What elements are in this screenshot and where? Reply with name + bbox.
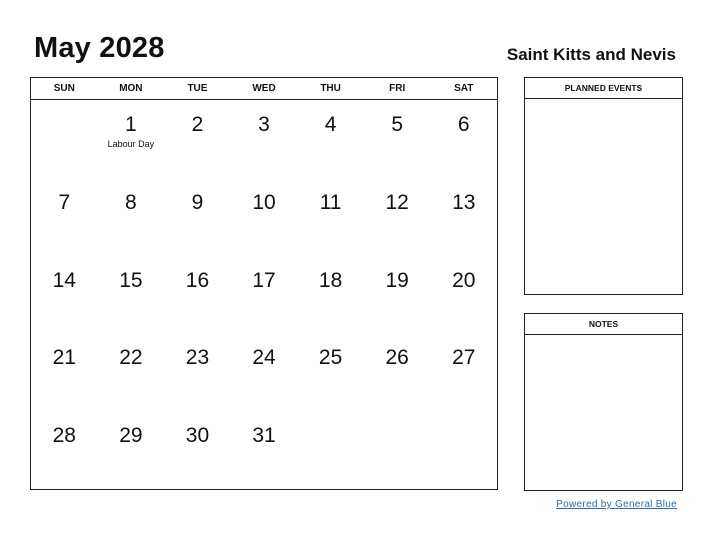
calendar-week-row [31,256,497,334]
day-number: 10 [252,190,276,214]
powered-by-link[interactable]: Powered by General Blue [556,499,677,510]
day-number: 6 [457,113,470,136]
day-cell [31,333,98,411]
day-cell [231,411,298,489]
day-number: 26 [385,346,409,370]
weekday-label: SAT [454,83,474,94]
day-number: 24 [252,346,276,370]
day-number: 12 [385,190,409,214]
weekday-label: FRI [389,83,406,94]
day-cell [164,411,231,489]
day-number: 16 [185,268,210,292]
day-cell [430,256,497,334]
day-cell [164,178,231,256]
day-number: 9 [191,190,204,214]
notes-panel [524,313,683,491]
day-number: 11 [319,190,342,214]
calendar-week-row [31,333,497,411]
day-cell [231,178,298,256]
day-cell [31,411,98,489]
planned-events-panel [524,77,683,295]
day-number: 3 [258,113,270,136]
day-number: 13 [452,190,476,214]
day-number: 29 [119,424,143,448]
day-number: 2 [191,113,204,136]
day-cell [98,256,165,334]
day-number: 30 [185,424,210,448]
day-number: 31 [252,424,276,448]
day-cell [231,333,298,411]
day-cell [364,411,431,489]
day-cell [231,256,298,334]
day-number: 25 [318,346,343,370]
day-cell [364,256,431,334]
weekday-label: MON [119,83,143,94]
day-cell [430,100,497,178]
notes-heading: NOTES [525,314,682,335]
weekday-label: SUN [53,83,75,94]
page-title: May 2028 [34,32,165,64]
day-cell [364,333,431,411]
day-cell [297,411,364,489]
weekday-label: TUE [187,83,208,94]
day-number: 21 [52,346,76,370]
day-cell [297,256,364,334]
day-number: 28 [52,424,76,448]
calendar-week-row [31,100,497,178]
country-name: Saint Kitts and Nevis [506,45,676,64]
day-cell [31,100,98,178]
day-cell [231,100,298,178]
day-cell [297,100,364,178]
weekday-header-row [31,78,497,100]
day-cell [297,178,364,256]
calendar-week-row [31,178,497,256]
day-cell [98,411,165,489]
day-cell [364,100,431,178]
day-cell [98,178,165,256]
holiday-label: Labour Day [107,139,155,149]
day-number: 8 [125,190,137,214]
day-number: 7 [58,190,71,214]
day-number: 23 [185,346,210,370]
day-cell [164,256,231,334]
day-cell [31,178,98,256]
day-number: 22 [119,346,143,370]
month-calendar [30,77,498,490]
day-number: 4 [324,113,337,136]
day-cell [164,100,231,178]
day-number: 1 [125,113,137,136]
day-number: 20 [452,268,476,292]
day-number: 27 [452,346,476,370]
day-cell [364,178,431,256]
day-cell [31,256,98,334]
planned-events-heading: PLANNED EVENTS [525,78,682,99]
day-number: 15 [119,268,143,292]
day-number: 5 [391,113,404,136]
weekday-label: WED [252,83,276,94]
day-cell [430,333,497,411]
day-number: 18 [318,268,343,292]
day-number: 14 [52,268,76,292]
day-cell [164,333,231,411]
day-cell [98,100,165,178]
weekday-label: THU [320,83,341,94]
day-cell [98,333,165,411]
calendar-week-row [31,411,497,489]
day-cell [297,333,364,411]
day-number: 19 [385,268,409,292]
calendar-weeks [31,100,497,489]
day-cell [430,178,497,256]
day-cell [430,411,497,489]
day-number: 17 [252,268,276,292]
